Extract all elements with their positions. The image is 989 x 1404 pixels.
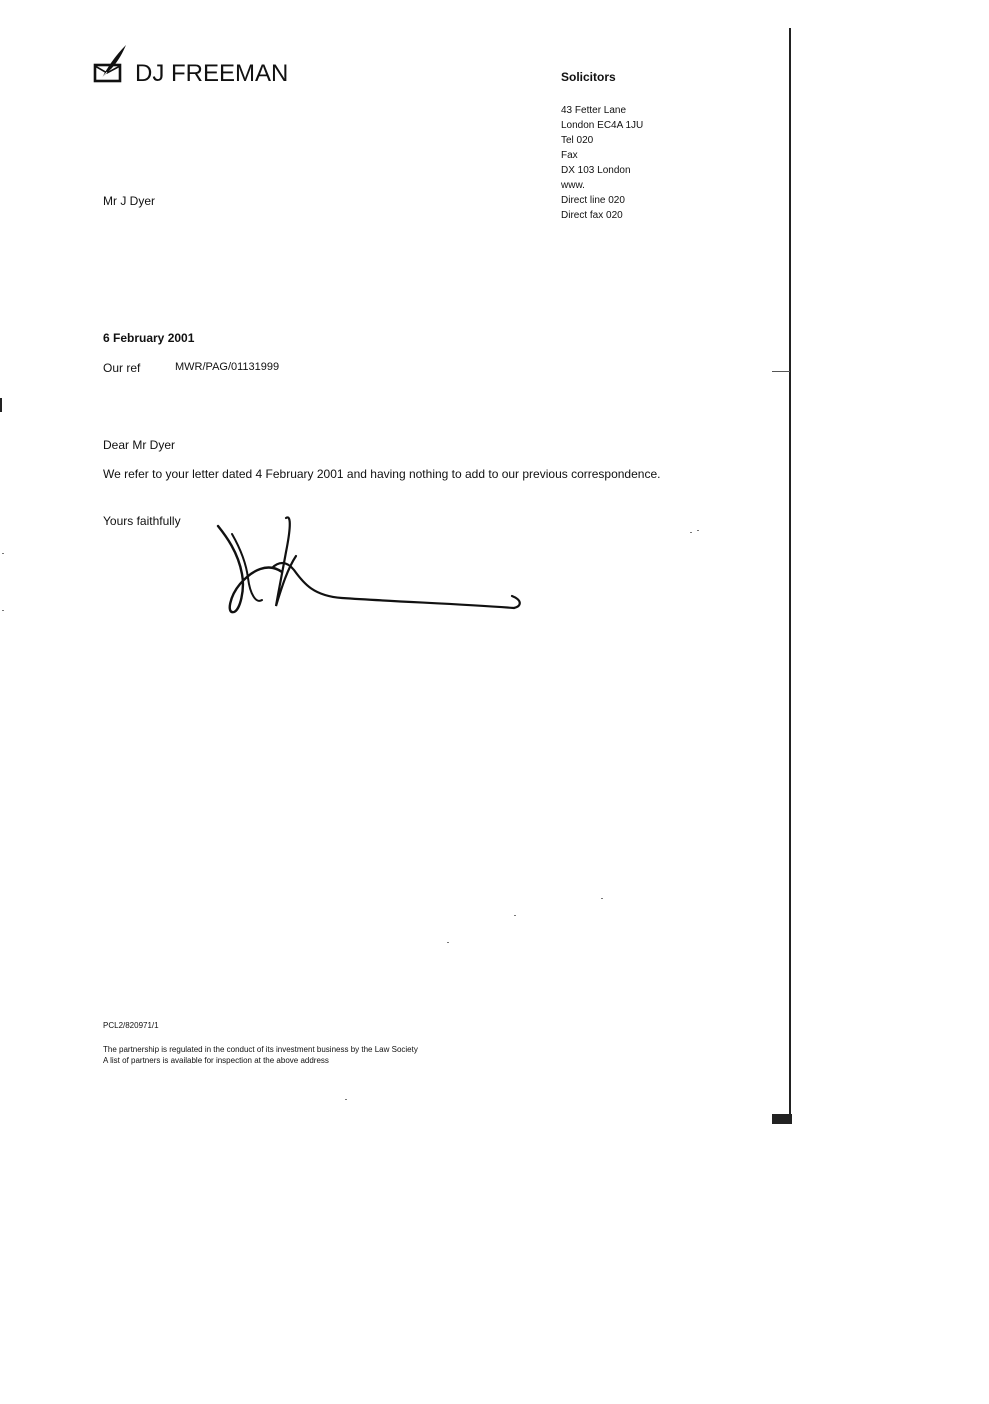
regulatory-note: The partnership is regulated in the conduct of its investment business by the Law Society [103, 1045, 418, 1054]
firm-address [561, 103, 643, 223]
address-line: Fax [561, 150, 578, 161]
scan-left-mark [0, 398, 2, 412]
scan-speck [2, 553, 4, 554]
address-line: DX 103 London [561, 165, 631, 176]
scan-speck [2, 610, 4, 611]
letter-body: We refer to your letter dated 4 February 2001 and having nothing to add to our previous correspondence. [103, 467, 661, 481]
scan-speck [447, 942, 449, 943]
scan-edge-blot [772, 1114, 792, 1124]
closing: Yours faithfully [103, 514, 181, 528]
address-line: Direct line 020 [561, 195, 625, 206]
reference-value: MWR/PAG/01131999 [175, 361, 280, 373]
recipient-name: Mr J Dyer [103, 194, 155, 208]
address-line: Direct fax 020 [561, 210, 623, 221]
scan-speck [690, 532, 692, 533]
scan-edge-line [789, 28, 791, 1124]
reference-label: Our ref [103, 361, 141, 375]
quill-and-envelope-icon [93, 42, 129, 84]
firm-name: DJ FREEMAN [135, 60, 289, 87]
scan-edge-tick [772, 371, 790, 372]
address-line: London EC4A 1JU [561, 120, 644, 131]
letter-date: 6 February 2001 [103, 331, 195, 345]
regulatory-note: A list of partners is available for inspection at the above address [103, 1056, 329, 1065]
firm-heading: Solicitors [561, 70, 616, 84]
scan-speck [697, 530, 699, 531]
address-line: 43 Fetter Lane [561, 105, 627, 116]
scan-speck [345, 1099, 347, 1100]
regulatory-notes [103, 1044, 418, 1066]
handwritten-signature [212, 512, 532, 622]
address-line: Tel 020 [561, 135, 594, 146]
document-code: PCL2/820971/1 [103, 1021, 159, 1030]
scan-speck [514, 915, 516, 916]
salutation: Dear Mr Dyer [103, 438, 176, 452]
address-line: www. [561, 180, 585, 191]
scan-speck [601, 898, 603, 899]
